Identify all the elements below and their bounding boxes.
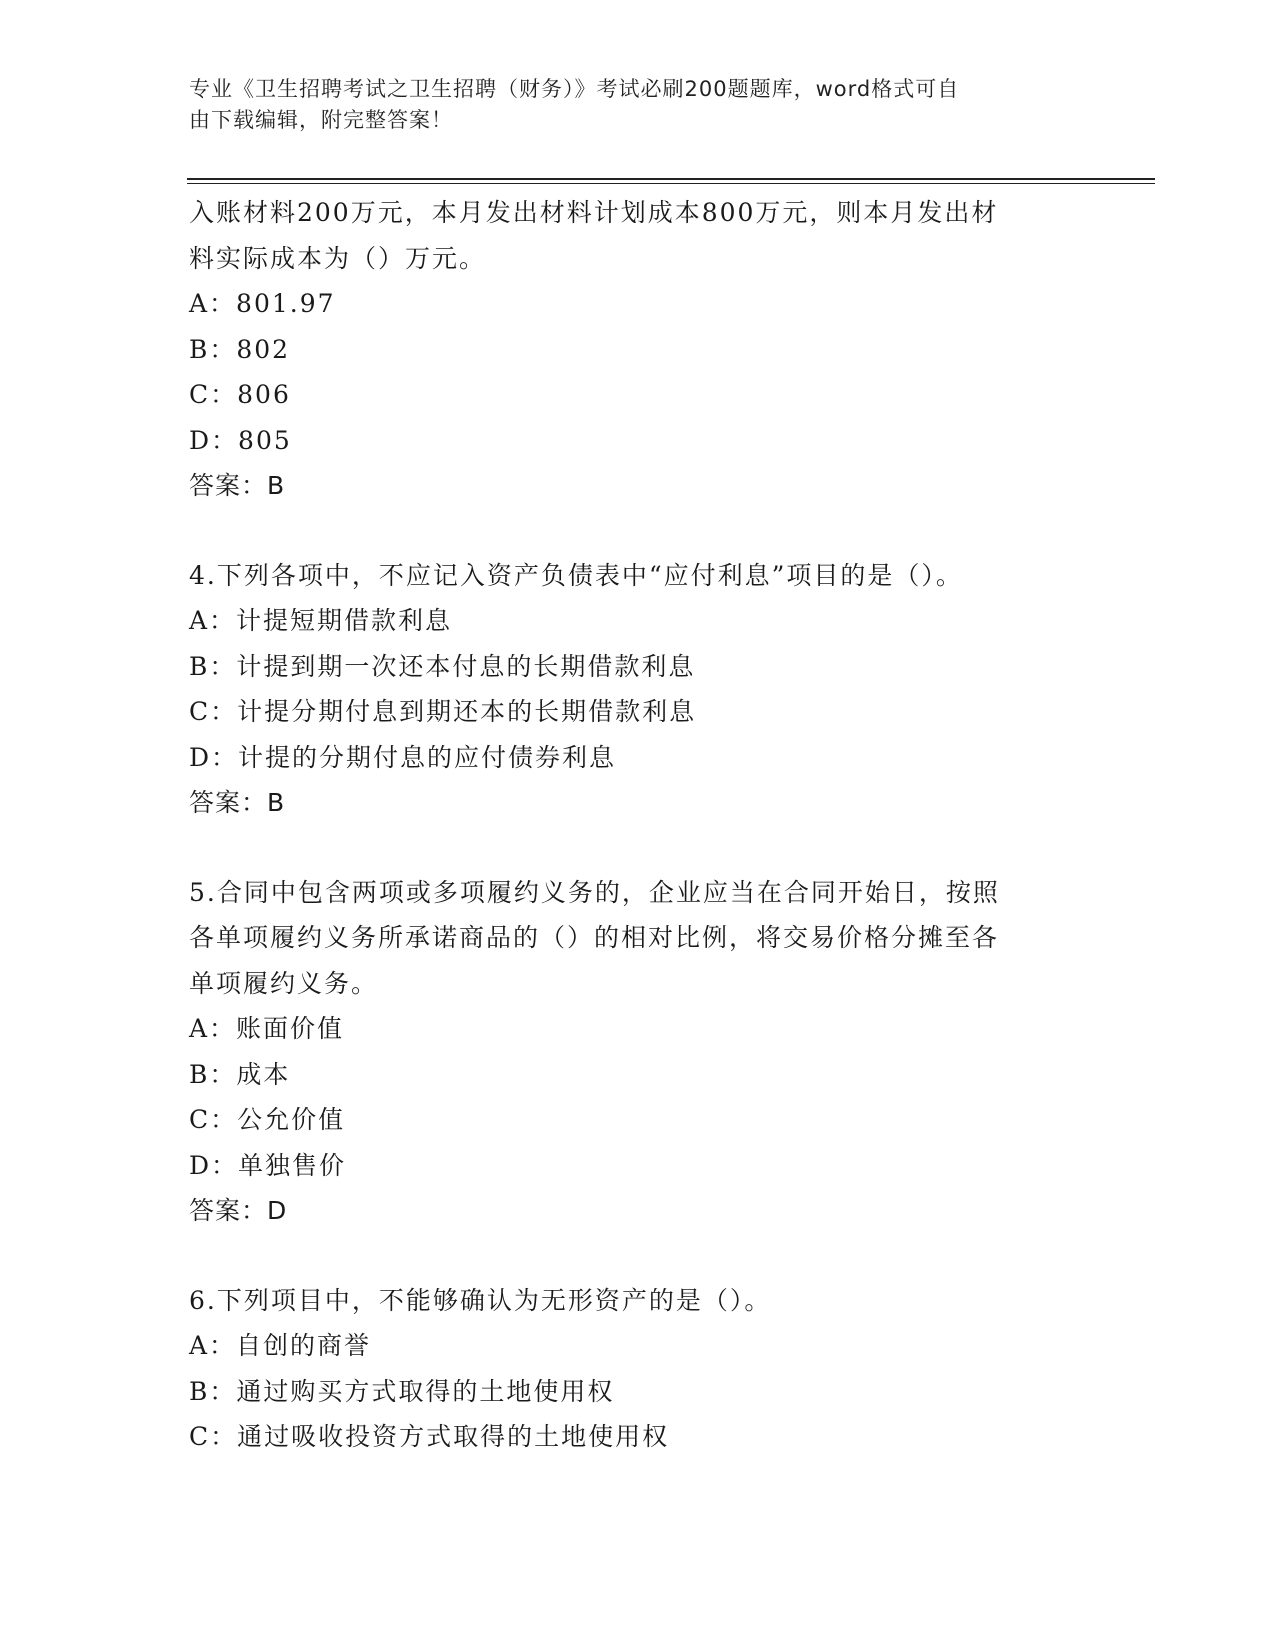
question-stem: 6.下列项目中，不能够确认为无形资产的是（）。 — [189, 1285, 772, 1315]
question-stem: 4.下列各项中，不应记入资产负债表中“应付利息”项目的是（）。 — [189, 560, 963, 590]
spacer — [189, 1234, 1069, 1278]
option-d: D：805 — [189, 425, 292, 455]
option-b: B：成本 — [189, 1059, 291, 1089]
answer: 答案：D — [189, 1196, 288, 1225]
document-body — [189, 190, 1069, 1460]
question-stem: 入账材料200万元，本月发出材料计划成本800万元，则本月发出材 — [189, 198, 999, 227]
option-a: A：自创的商誉 — [189, 1331, 372, 1360]
answer: 答案：B — [189, 788, 286, 817]
answer: 答案：B — [189, 471, 286, 500]
option-b: B：计提到期一次还本付息的长期借款利息 — [189, 651, 696, 681]
option-a: A：计提短期借款利息 — [189, 606, 453, 635]
option-c: C：806 — [189, 380, 291, 409]
header-divider — [187, 178, 1155, 184]
header-line-1: 专业《卫生招聘考试之卫生招聘（财务）》考试必刷200题题库，word格式可自 — [189, 77, 960, 101]
spacer — [189, 509, 1069, 553]
option-d: D：单独售价 — [189, 1150, 347, 1180]
question-stem: 5.合同中包含两项或多项履约义务的，企业应当在合同开始日，按照 — [189, 877, 1000, 907]
option-b: B：通过购买方式取得的土地使用权 — [189, 1376, 615, 1406]
question-stem: 单项履约义务。 — [189, 968, 379, 998]
question-3 — [189, 190, 1069, 509]
question-stem: 料实际成本为（）万元。 — [189, 243, 487, 273]
question-5 — [189, 870, 1069, 1234]
option-a: A：账面价值 — [189, 1014, 345, 1043]
option-c: C：公允价值 — [189, 1105, 346, 1134]
option-c: C：通过吸收投资方式取得的土地使用权 — [189, 1422, 670, 1451]
question-6 — [189, 1278, 1069, 1460]
question-stem: 各单项履约义务所承诺商品的（）的相对比例，将交易价格分摊至各 — [189, 923, 1000, 952]
option-b: B：802 — [189, 334, 291, 364]
question-4 — [189, 553, 1069, 826]
option-d: D：计提的分期付息的应付债券利息 — [189, 742, 617, 772]
document-header — [189, 74, 1069, 136]
option-c: C：计提分期付息到期还本的长期借款利息 — [189, 697, 697, 726]
header-line-2: 由下载编辑，附完整答案！ — [189, 108, 453, 132]
spacer — [189, 826, 1069, 870]
option-a: A：801.97 — [189, 289, 336, 318]
